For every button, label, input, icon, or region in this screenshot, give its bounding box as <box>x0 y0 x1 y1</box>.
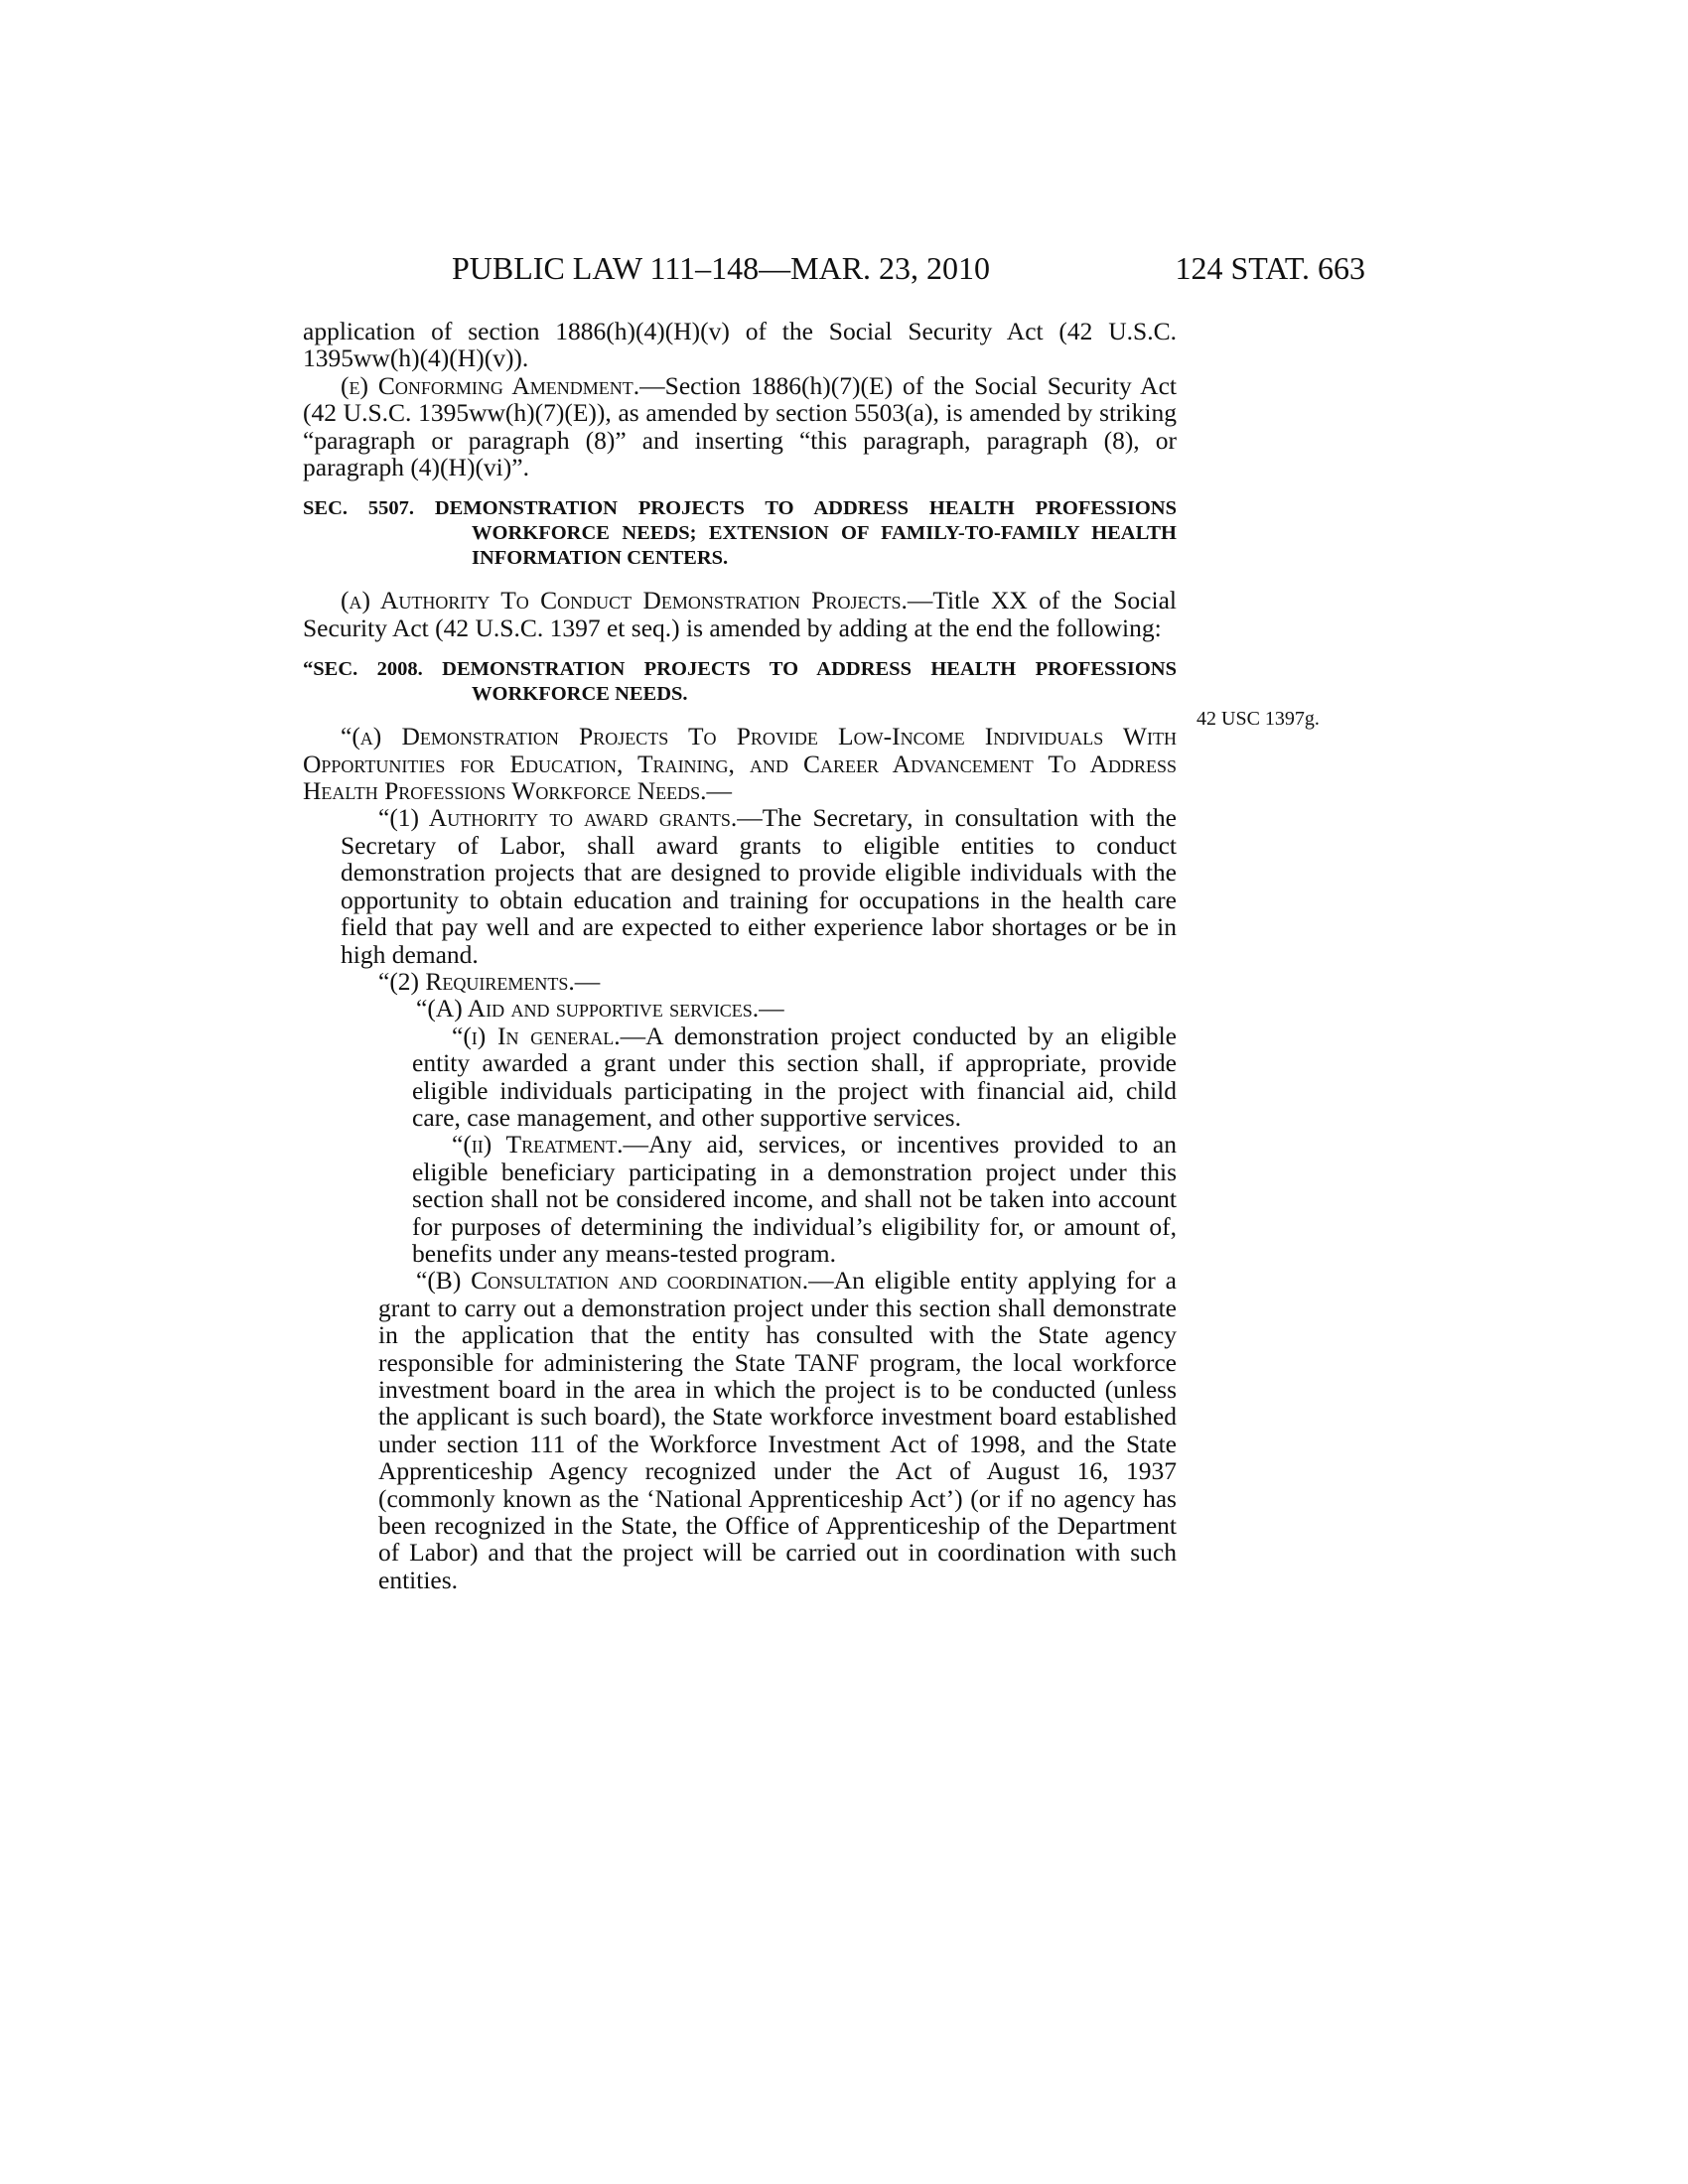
paragraph-1-text: —The Secretary, in consultation with the Secretary of Labor, shall award grants to eligible entities to conduct demonstration projects that are designed to provide eligible individuals with the opportunity to obtain education and training for occupations in the health care field that pay well and are expected to either experience labor shortages or be in high demand. <box>341 803 1177 969</box>
paragraph-e-heading: (e) Conforming Amendment. <box>341 370 640 400</box>
paragraph-1-heading: “(1) Authority to award grants. <box>378 803 738 833</box>
clause-ii-text: —Any aid, services, or incentives provided to an eligible beneficiary participating in a demonstration project under this section shall not be considered income, and shall not be taken into account for purposes of determining the individual’s eligibility for, or amount of, benefits under any means-tested program. <box>412 1130 1177 1268</box>
clause-ii <box>412 1131 1177 1267</box>
section-5507-heading: SEC. 5507. DEMONSTRATION PROJECTS TO ADDRESS HEALTH PROFESSIONS WORKFORCE NEEDS; EXTENSION OF FAMILY-TO-FAMILY HEALTH INFORMATION CENTERS. <box>303 497 1177 570</box>
clause-i-text: —A demonstration project conducted by an eligible entity awarded a grant under this section shall, if appropriate, provide eligible individuals participating in the project with financial aid, child care, case management, and other supportive services. <box>412 1021 1177 1132</box>
clause-ii-heading: “(ii) Treatment. <box>452 1130 624 1160</box>
clause-i-heading: “(i) In general. <box>452 1021 621 1050</box>
paragraph-a-text: —Title XX of the Social Security Act (42 U.S.C. 1397 et seq.) is amended by adding at the end the following: <box>303 586 1177 642</box>
paragraph-1 <box>341 804 1177 967</box>
page-number: 124 STAT. 663 <box>1175 250 1365 286</box>
subsection-a-heading: “(a) Demonstration Projects To Provide Low-Income Individuals With Opportunities for Education, Training, and Career Advancement To Address Health Professions Workforce Needs.— <box>303 722 1177 806</box>
paragraph-e <box>303 372 1177 481</box>
running-title: PUBLIC LAW 111–148—MAR. 23, 2010 <box>452 250 991 286</box>
subparagraph-B-text: —An eligible entity applying for a grant to carry out a demonstration project under this section shall demonstrate in the application that the entity has consulted with the State agency responsible for administering the State TANF program, the local workforce investment board in the area in which the project is to be conducted (unless the applicant is such board), the State workforce investment board established under section 111 of the Workforce Investment Act of 1998, and the State Apprenticeship Agency recognized under the Act of August 16, 1937 (commonly known as the ‘National Apprenticeship Act’) (or if no agency has been recognized in the State, the Office of Apprenticeship of the Department of Labor) and that the project will be carried out in coordination with such entities. <box>378 1266 1177 1594</box>
subparagraph-B-heading: “(B) Consultation and coordination. <box>416 1266 809 1296</box>
paragraph-a <box>303 587 1177 641</box>
paragraph-2-heading: “(2) Requirements.— <box>378 966 601 996</box>
subparagraph-B <box>378 1267 1177 1593</box>
body-text <box>303 318 1177 1593</box>
paragraph-a-heading: (a) Authority To Conduct Demonstration Projects. <box>341 586 908 615</box>
section-2008-heading: “SEC. 2008. DEMONSTRATION PROJECTS TO ADDRESS HEALTH PROFESSIONS WORKFORCE NEEDS. <box>303 658 1177 706</box>
paragraph-e-text: —Section 1886(h)(7)(E) of the Social Security Act (42 U.S.C. 1395ww(h)(7)(E)), as amended by section 5503(a), is amended by striking “paragraph or paragraph (8)” and inserting “this paragraph, paragraph (8), or paragraph (4)(H)(vi)”. <box>303 370 1178 482</box>
margin-note: 42 USC 1397g. <box>1196 708 1320 730</box>
paragraph-continuation: application of section 1886(h)(4)(H)(v) of the Social Security Act (42 U.S.C. 1395ww(h)(4)(H)(v)). <box>303 317 1177 373</box>
clause-i <box>412 1023 1177 1132</box>
subparagraph-A-heading: “(A) Aid and supportive services.— <box>416 994 784 1024</box>
